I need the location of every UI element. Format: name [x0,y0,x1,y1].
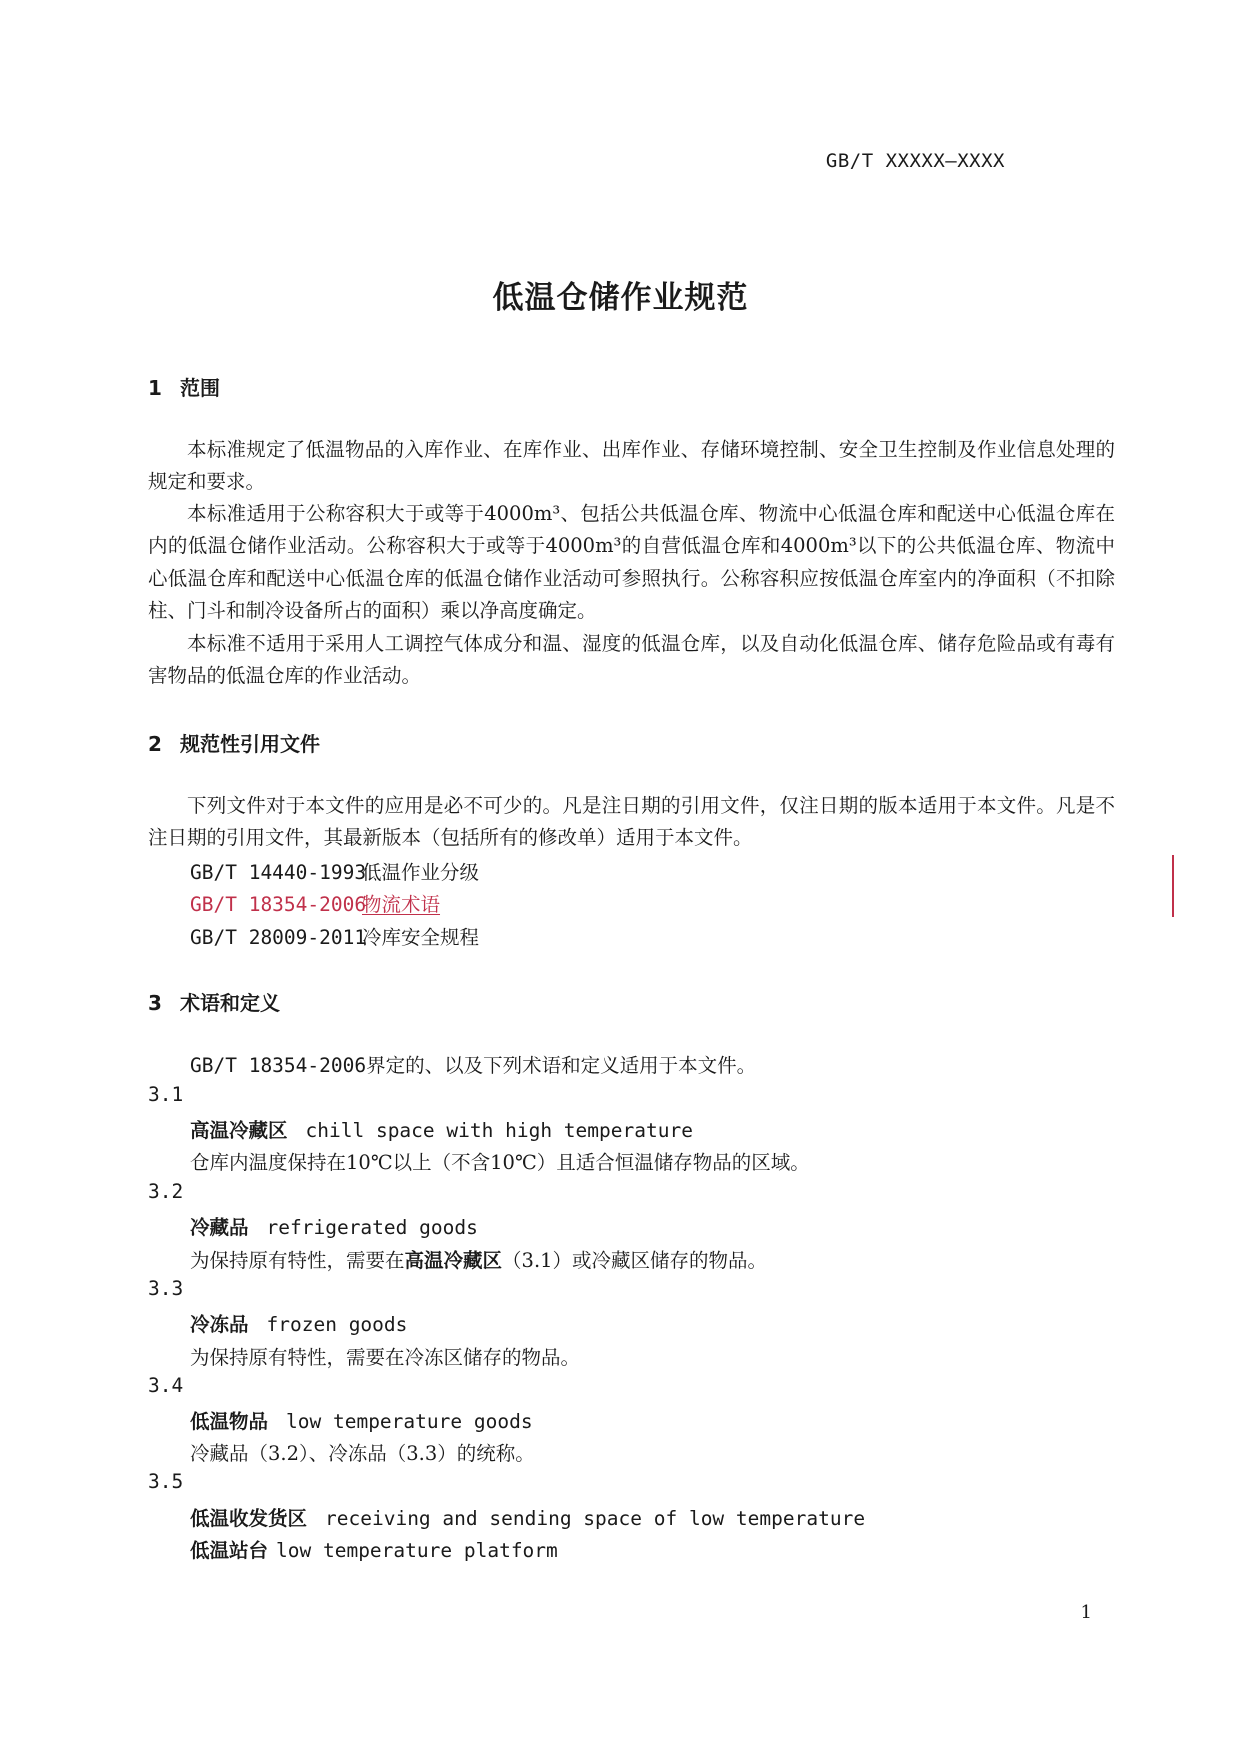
term-number: 3.3 [148,1277,184,1300]
term-english: refrigerated goods [266,1216,478,1239]
term-english: frozen goods [266,1313,408,1336]
reference-title: 物流术语 [362,893,441,916]
document-code: GB/T XXXXX—XXXX [825,150,1005,172]
page-number: 1 [1080,1602,1092,1623]
term-chinese: 低温站台 [190,1539,269,1562]
terms-intro: GB/T 18354-2006界定的、以及下列术语和定义适用于本文件。 [190,1054,757,1077]
cross-reference-term: 高温冷藏区 [404,1249,503,1272]
section-1-heading [148,372,220,401]
reference-code: GB/T 28009-2011 [190,926,367,949]
revision-change-bar [1172,855,1174,917]
term-number: 3.4 [148,1374,184,1397]
reference-item [190,857,479,885]
scope-paragraph-3: 本标准不适用于采用人工调控气体成分和温、湿度的低温仓库，以及自动化低温仓库、储存危险品或有毒有害物品的低温仓库的作业活动。 [148,632,1115,688]
term-entry [190,1115,693,1143]
reference-item [190,922,479,950]
section-title: 规范性引用文件 [180,732,320,756]
term-chinese: 低温物品 [190,1410,269,1433]
term-alternate-entry [190,1535,558,1563]
term-entry [190,1406,533,1434]
section-number: 3 [148,991,162,1015]
term-entry [190,1309,407,1337]
section-2-heading [148,728,320,757]
term-english: low temperature platform [276,1539,558,1562]
reference-title: 低温作业分级 [362,861,480,884]
term-number: 3.1 [148,1083,184,1106]
term-entry [190,1212,478,1240]
document-title: 低温仓储作业规范 [492,280,749,316]
scope-paragraph-1: 本标准规定了低温物品的入库作业、在库作业、出库作业、存储环境控制、安全卫生控制及作业信息处理的规定和要求。 [148,438,1115,494]
reference-item-tracked-change[interactable] [190,889,440,917]
term-english: low temperature goods [286,1410,533,1433]
scope-paragraph-2: 本标准适用于公称容积大于或等于4000m³、包括公共低温仓库、物流中心低温仓库和配送中心低温仓库在内的低温仓储作业活动。公称容积大于或等于4000m³的自营低温仓库和4000m³以下的公共低温仓库、物流中心低温仓库和配送中心低温仓库的低温仓储作业活动可参照执行。公称容积应按低温仓库室内的净面积（不扣除柱、门斗和制冷设备所占的面积）乘以净高度确定。 [148,502,1115,623]
term-english: receiving and sending space of low temperature [325,1507,866,1530]
term-english: chill space with high temperature [305,1119,693,1142]
reference-code: GB/T 14440-1993 [190,861,367,884]
term-number: 3.5 [148,1470,184,1493]
term-definition: 冷藏品（3.2）、冷冻品（3.3）的统称。 [190,1442,535,1465]
section-number: 2 [148,732,162,756]
term-chinese: 高温冷藏区 [190,1119,288,1142]
term-chinese: 低温收发货区 [190,1507,308,1530]
term-chinese: 冷冻品 [190,1313,249,1336]
term-definition: 为保持原有特性，需要在冷冻区储存的物品。 [190,1346,581,1369]
term-number: 3.2 [148,1180,184,1203]
section-number: 1 [148,376,162,400]
normative-references-paragraph: 下列文件对于本文件的应用是必不可少的。凡是注日期的引用文件，仅注日期的版本适用于本文件。凡是不注日期的引用文件，其最新版本（包括所有的修改单）适用于本文件。 [148,794,1115,850]
term-definition: 为保持原有特性，需要在高温冷藏区（3.1）或冷藏区储存的物品。 [190,1249,768,1272]
section-title: 术语和定义 [180,991,280,1015]
term-entry [190,1503,865,1531]
term-definition: 仓库内温度保持在10℃以上（不含10℃）且适合恒温储存物品的区域。 [190,1151,810,1174]
reference-title: 冷库安全规程 [362,926,480,949]
section-3-heading [148,987,280,1016]
reference-code: GB/T 18354-2006 [190,893,367,916]
section-title: 范围 [180,376,220,400]
term-chinese: 冷藏品 [190,1216,249,1239]
